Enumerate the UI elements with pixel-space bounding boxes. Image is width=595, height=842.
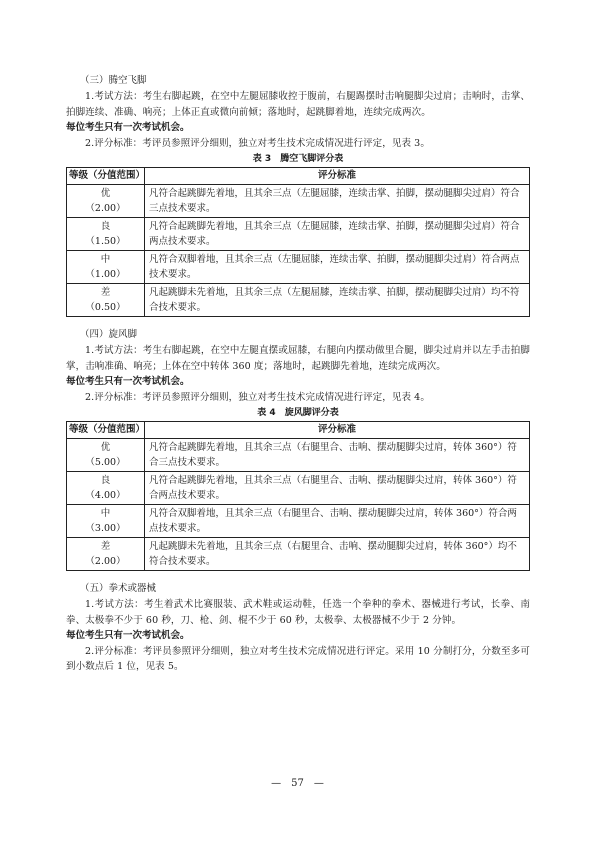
criteria-cell: 凡起跳脚未先着地，且其余三点（左腿屈膝，连续击掌、拍脚，摆动腿脚尖过肩）均不符合技术要求。	[145, 284, 530, 317]
table-row	[67, 284, 530, 317]
grade-range: （2.00）	[85, 203, 126, 214]
header-grade: 等级（分值范围）	[67, 168, 145, 185]
table-row	[67, 505, 530, 538]
page-content	[66, 74, 530, 675]
grade-range: （3.00）	[85, 523, 126, 534]
grade-range: （5.00）	[85, 457, 126, 468]
grade-label: 差	[100, 287, 111, 298]
table-row	[67, 218, 530, 251]
grade-label: 良	[100, 221, 111, 232]
header-criteria: 评分标准	[145, 168, 530, 185]
scoring-standard: 2.评分标准：考评员参照评分细则，独立对考生技术完成情况进行评定，见表 3。	[85, 137, 430, 149]
criteria-cell: 凡符合双脚着地，且其余三点（左腿屈膝，连续击掌、拍脚，摆动腿脚尖过肩）符合两点技术要求。	[145, 251, 530, 284]
exam-note: 每位考生只有一次考试机会。	[66, 630, 190, 641]
table-row	[67, 439, 530, 472]
grade-range: （1.00）	[85, 269, 126, 280]
section-title: （四）旋风脚	[80, 329, 138, 340]
grade-label: 中	[100, 254, 111, 265]
grade-cell	[67, 284, 145, 317]
grade-range: （0.50）	[85, 302, 126, 313]
table-row	[67, 538, 530, 571]
scoring-table	[66, 421, 530, 571]
criteria-cell: 凡符合起跳脚先着地，且其余三点（左腿屈膝，连续击掌、拍脚，摆动腿脚尖过肩）符合三点技术要求。	[145, 185, 530, 218]
grade-range: （1.50）	[85, 236, 126, 247]
grade-range: （2.00）	[85, 556, 126, 567]
table-caption: 表 3 腾空飞脚评分表	[252, 154, 344, 164]
criteria-cell: 凡起跳脚未先着地，且其余三点（右腿里合、击响、摆动腿脚尖过肩，转体 360°）均不符合技术要求。	[145, 538, 530, 571]
criteria-cell: 凡符合双脚着地，且其余三点（右腿里合、击响、摆动腿脚尖过肩，转体 360°）符合两点技术要求。	[145, 505, 530, 538]
grade-range: （4.00）	[85, 490, 126, 501]
grade-cell	[67, 472, 145, 505]
exam-note: 每位考生只有一次考试机会。	[66, 376, 190, 387]
scoring-standard: 2.评分标准：考评员参照评分细则，独立对考生技术完成情况进行评定，见表 4。	[85, 391, 430, 403]
grade-label: 优	[100, 442, 111, 453]
table-header-row	[67, 422, 530, 439]
section-title: （三）腾空飞脚	[80, 75, 147, 86]
grade-cell	[67, 505, 145, 538]
scoring-table	[66, 167, 530, 317]
grade-cell	[67, 251, 145, 284]
grade-cell	[67, 439, 145, 472]
grade-label: 差	[100, 541, 111, 552]
scoring-standard: 2.评分标准：考评员参照评分细则，独立对考生技术完成情况进行评定。采用 10 分制打分，分数至多可到小数点后 1 位，见表 5。	[66, 645, 530, 672]
table-row	[67, 185, 530, 218]
criteria-cell: 凡符合起跳脚先着地，且其余三点（右腿里合、击响、摆动腿脚尖过肩，转体 360°）符合三点技术要求。	[145, 439, 530, 472]
exam-method: 1.考试方法：考生右脚起跳，在空中左腿直摆或屈膝，右腿向内摆动做里合腿，脚尖过肩并以左手击拍脚掌，击响准确、响亮；上体在空中转体 360 度；落地时，起跳脚先着地，连续完成两次。	[66, 345, 530, 372]
grade-label: 中	[100, 508, 111, 519]
header-grade: 等级（分值范围）	[67, 422, 145, 439]
grade-cell	[67, 218, 145, 251]
page-number: — 57 —	[271, 778, 324, 789]
criteria-cell: 凡符合起跳脚先着地，且其余三点（左腿屈膝，连续击掌、拍脚，摆动腿脚尖过肩）符合两点技术要求。	[145, 218, 530, 251]
exam-method: 1.考试方法：考生右脚起跳，在空中左腿屈膝收控于腹前，右腿踢摆时击响腿脚尖过肩；击响时，击掌、拍脚连续、准确、响亮；上体正直或微向前倾；落地时，起跳脚着地，连续完成两次。	[66, 91, 530, 118]
table-row	[67, 472, 530, 505]
table-row	[67, 251, 530, 284]
grade-label: 优	[100, 188, 111, 199]
table-caption: 表 4 旋风脚评分表	[257, 408, 339, 418]
grade-label: 良	[100, 475, 111, 486]
exam-note: 每位考生只有一次考试机会。	[66, 122, 190, 133]
table-header-row	[67, 168, 530, 185]
grade-cell	[67, 538, 145, 571]
header-criteria: 评分标准	[145, 422, 530, 439]
grade-cell	[67, 185, 145, 218]
section-title: （五）拳术或器械	[80, 583, 157, 594]
criteria-cell: 凡符合起跳脚先着地，且其余三点（右腿里合、击响、摆动腿脚尖过肩，转体 360°）符合两点技术要求。	[145, 472, 530, 505]
exam-method: 1.考试方法：考生着武术比赛服装、武术鞋或运动鞋，任选一个拳种的拳术、器械进行考试，长拳、南拳、太极拳不少于 60 秒，刀、枪、剑、棍不少于 60 秒，太极拳、太极器械不少于 2 分钟。	[66, 599, 530, 626]
